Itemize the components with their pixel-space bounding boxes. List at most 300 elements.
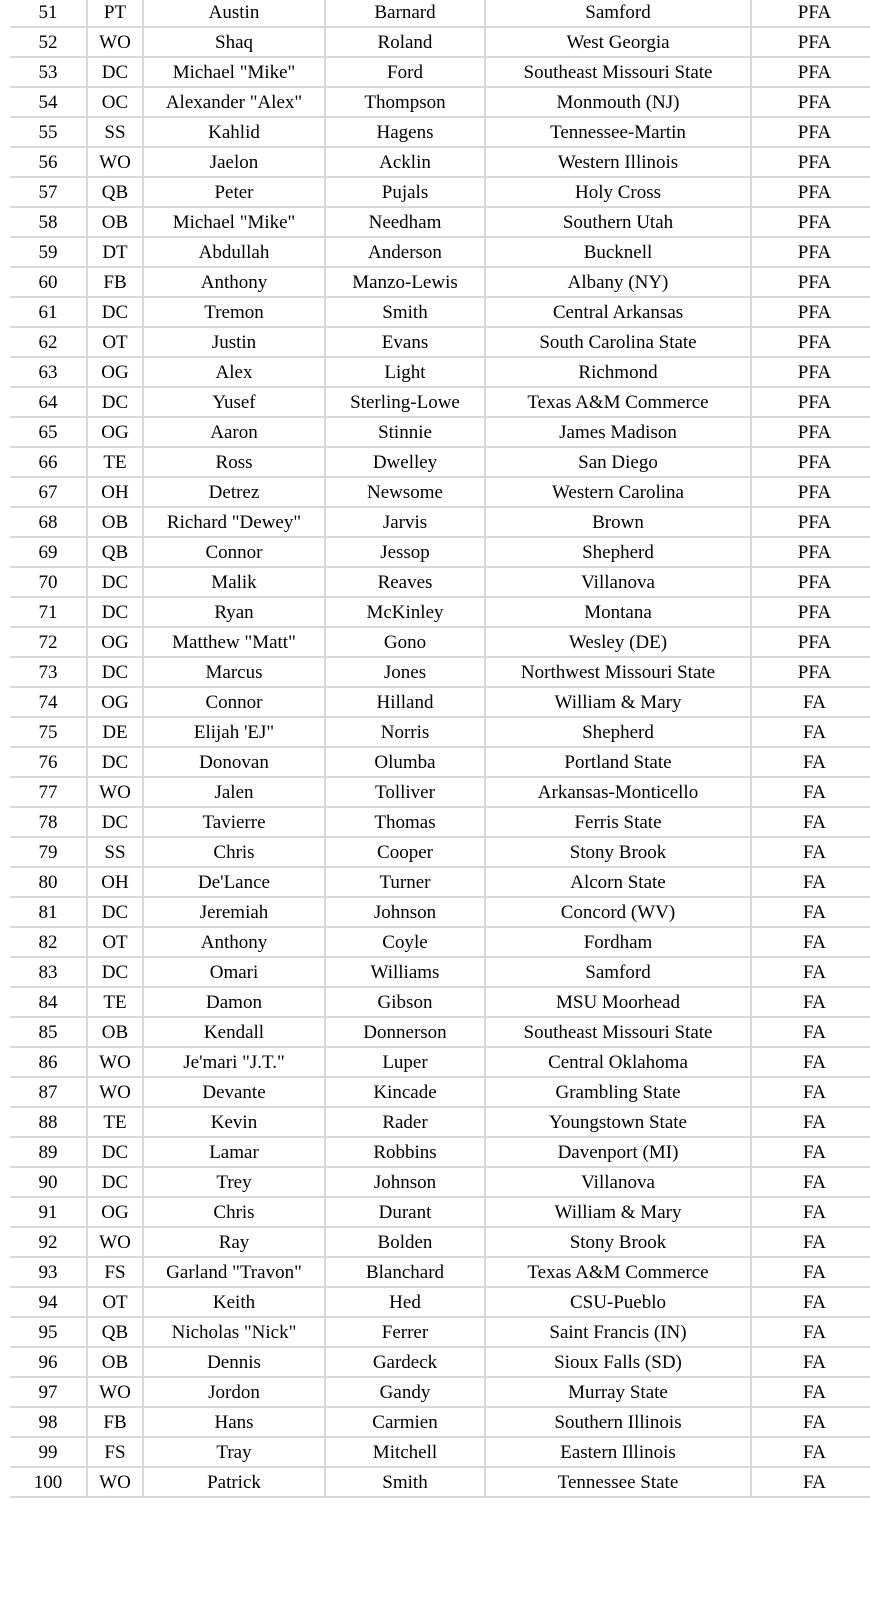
cell-number: 52 — [10, 27, 87, 57]
table-row — [10, 1407, 870, 1437]
cell-last-name: Hed — [325, 1287, 485, 1317]
cell-number: 74 — [10, 687, 87, 717]
cell-number: 86 — [10, 1047, 87, 1077]
cell-position: DC — [87, 387, 143, 417]
cell-number: 82 — [10, 927, 87, 957]
cell-first-name: Trey — [143, 1167, 325, 1197]
cell-number: 87 — [10, 1077, 87, 1107]
cell-status: FA — [751, 1197, 870, 1227]
cell-school: Youngstown State — [485, 1107, 751, 1137]
cell-last-name: McKinley — [325, 597, 485, 627]
cell-position: WO — [87, 27, 143, 57]
cell-first-name: Devante — [143, 1077, 325, 1107]
cell-position: OB — [87, 1017, 143, 1047]
cell-first-name: Malik — [143, 567, 325, 597]
cell-number: 70 — [10, 567, 87, 597]
cell-school: Albany (NY) — [485, 267, 751, 297]
cell-number: 97 — [10, 1377, 87, 1407]
cell-number: 85 — [10, 1017, 87, 1047]
cell-position: DC — [87, 807, 143, 837]
cell-status: FA — [751, 1107, 870, 1137]
cell-last-name: Tolliver — [325, 777, 485, 807]
cell-number: 67 — [10, 477, 87, 507]
cell-last-name: Johnson — [325, 1167, 485, 1197]
cell-number: 64 — [10, 387, 87, 417]
cell-last-name: Sterling-Lowe — [325, 387, 485, 417]
cell-number: 93 — [10, 1257, 87, 1287]
table-row — [10, 177, 870, 207]
cell-first-name: Jalen — [143, 777, 325, 807]
table-row — [10, 657, 870, 687]
cell-school: Western Illinois — [485, 147, 751, 177]
cell-last-name: Kincade — [325, 1077, 485, 1107]
cell-school: Montana — [485, 597, 751, 627]
table-row — [10, 1317, 870, 1347]
cell-status: FA — [751, 687, 870, 717]
cell-number: 51 — [10, 0, 87, 27]
cell-number: 98 — [10, 1407, 87, 1437]
cell-school: Shepherd — [485, 717, 751, 747]
cell-number: 90 — [10, 1167, 87, 1197]
table-row — [10, 237, 870, 267]
cell-last-name: Cooper — [325, 837, 485, 867]
cell-position: FB — [87, 1407, 143, 1437]
cell-school: Grambling State — [485, 1077, 751, 1107]
table-row — [10, 387, 870, 417]
cell-number: 71 — [10, 597, 87, 627]
cell-status: PFA — [751, 417, 870, 447]
table-row — [10, 1047, 870, 1077]
cell-school: Monmouth (NJ) — [485, 87, 751, 117]
cell-status: FA — [751, 777, 870, 807]
cell-first-name: Tray — [143, 1437, 325, 1467]
cell-first-name: Austin — [143, 0, 325, 27]
table-row — [10, 1227, 870, 1257]
cell-last-name: Anderson — [325, 237, 485, 267]
cell-last-name: Rader — [325, 1107, 485, 1137]
cell-first-name: Donovan — [143, 747, 325, 777]
cell-school: Stony Brook — [485, 1227, 751, 1257]
cell-position: OG — [87, 1197, 143, 1227]
cell-school: Tennessee-Martin — [485, 117, 751, 147]
table-row — [10, 57, 870, 87]
cell-last-name: Hilland — [325, 687, 485, 717]
cell-first-name: Michael "Mike" — [143, 207, 325, 237]
cell-position: OT — [87, 327, 143, 357]
cell-status: FA — [751, 807, 870, 837]
table-row — [10, 1137, 870, 1167]
cell-position: DC — [87, 657, 143, 687]
cell-school: Fordham — [485, 927, 751, 957]
cell-position: QB — [87, 1317, 143, 1347]
cell-position: WO — [87, 147, 143, 177]
table-row — [10, 1077, 870, 1107]
cell-status: PFA — [751, 177, 870, 207]
cell-number: 73 — [10, 657, 87, 687]
cell-first-name: Jordon — [143, 1377, 325, 1407]
cell-status: FA — [751, 1287, 870, 1317]
cell-position: SS — [87, 117, 143, 147]
cell-last-name: Johnson — [325, 897, 485, 927]
cell-status: PFA — [751, 237, 870, 267]
cell-first-name: Kevin — [143, 1107, 325, 1137]
cell-status: PFA — [751, 207, 870, 237]
cell-position: SS — [87, 837, 143, 867]
cell-school: Murray State — [485, 1377, 751, 1407]
cell-first-name: Omari — [143, 957, 325, 987]
cell-last-name: Jarvis — [325, 507, 485, 537]
table-row — [10, 597, 870, 627]
cell-status: PFA — [751, 117, 870, 147]
cell-last-name: Stinnie — [325, 417, 485, 447]
table-row — [10, 0, 870, 27]
cell-school: Shepherd — [485, 537, 751, 567]
cell-school: William & Mary — [485, 687, 751, 717]
cell-position: DC — [87, 597, 143, 627]
cell-status: FA — [751, 1077, 870, 1107]
cell-status: FA — [751, 927, 870, 957]
table-row — [10, 927, 870, 957]
cell-status: PFA — [751, 447, 870, 477]
cell-first-name: Tremon — [143, 297, 325, 327]
cell-position: FS — [87, 1437, 143, 1467]
cell-school: West Georgia — [485, 27, 751, 57]
cell-last-name: Jones — [325, 657, 485, 687]
cell-status: FA — [751, 957, 870, 987]
cell-status: FA — [751, 897, 870, 927]
cell-school: Arkansas-Monticello — [485, 777, 751, 807]
cell-position: TE — [87, 447, 143, 477]
cell-position: DC — [87, 1137, 143, 1167]
cell-first-name: Je'mari "J.T." — [143, 1047, 325, 1077]
cell-school: Richmond — [485, 357, 751, 387]
cell-number: 69 — [10, 537, 87, 567]
cell-last-name: Jessop — [325, 537, 485, 567]
cell-position: DC — [87, 297, 143, 327]
cell-status: FA — [751, 717, 870, 747]
cell-status: FA — [751, 747, 870, 777]
cell-position: DT — [87, 237, 143, 267]
cell-status: PFA — [751, 57, 870, 87]
cell-position: OB — [87, 207, 143, 237]
cell-last-name: Gibson — [325, 987, 485, 1017]
cell-status: FA — [751, 987, 870, 1017]
cell-status: PFA — [751, 507, 870, 537]
cell-first-name: Alexander "Alex" — [143, 87, 325, 117]
cell-school: Bucknell — [485, 237, 751, 267]
cell-first-name: Alex — [143, 357, 325, 387]
cell-status: FA — [751, 867, 870, 897]
cell-school: San Diego — [485, 447, 751, 477]
cell-last-name: Ford — [325, 57, 485, 87]
cell-number: 72 — [10, 627, 87, 657]
cell-position: DC — [87, 567, 143, 597]
cell-status: FA — [751, 1467, 870, 1497]
cell-first-name: Elijah 'EJ" — [143, 717, 325, 747]
table-row — [10, 117, 870, 147]
cell-status: PFA — [751, 627, 870, 657]
cell-position: DC — [87, 1167, 143, 1197]
cell-status: FA — [751, 1047, 870, 1077]
cell-school: Holy Cross — [485, 177, 751, 207]
cell-position: TE — [87, 987, 143, 1017]
table-row — [10, 207, 870, 237]
cell-position: DC — [87, 57, 143, 87]
cell-first-name: Matthew "Matt" — [143, 627, 325, 657]
cell-status: FA — [751, 1167, 870, 1197]
cell-status: PFA — [751, 27, 870, 57]
cell-first-name: Garland "Travon" — [143, 1257, 325, 1287]
table-row — [10, 1467, 870, 1497]
cell-first-name: Jaelon — [143, 147, 325, 177]
table-row — [10, 897, 870, 927]
cell-status: PFA — [751, 267, 870, 297]
cell-number: 66 — [10, 447, 87, 477]
cell-first-name: Aaron — [143, 417, 325, 447]
cell-first-name: Anthony — [143, 927, 325, 957]
cell-school: Southeast Missouri State — [485, 1017, 751, 1047]
cell-position: PT — [87, 0, 143, 27]
cell-last-name: Evans — [325, 327, 485, 357]
cell-number: 61 — [10, 297, 87, 327]
table-row — [10, 777, 870, 807]
cell-last-name: Smith — [325, 297, 485, 327]
cell-last-name: Olumba — [325, 747, 485, 777]
cell-last-name: Dwelley — [325, 447, 485, 477]
cell-number: 65 — [10, 417, 87, 447]
cell-first-name: Abdullah — [143, 237, 325, 267]
roster-table-body — [10, 0, 870, 1497]
cell-school: Concord (WV) — [485, 897, 751, 927]
cell-number: 75 — [10, 717, 87, 747]
cell-status: PFA — [751, 357, 870, 387]
cell-number: 81 — [10, 897, 87, 927]
table-row — [10, 447, 870, 477]
cell-status: PFA — [751, 657, 870, 687]
cell-first-name: Kendall — [143, 1017, 325, 1047]
table-row — [10, 1377, 870, 1407]
cell-last-name: Mitchell — [325, 1437, 485, 1467]
cell-status: PFA — [751, 297, 870, 327]
cell-last-name: Carmien — [325, 1407, 485, 1437]
cell-number: 83 — [10, 957, 87, 987]
table-row — [10, 1197, 870, 1227]
table-row — [10, 267, 870, 297]
cell-position: QB — [87, 537, 143, 567]
table-row — [10, 1017, 870, 1047]
cell-last-name: Reaves — [325, 567, 485, 597]
cell-first-name: Richard "Dewey" — [143, 507, 325, 537]
cell-status: FA — [751, 1377, 870, 1407]
cell-first-name: Connor — [143, 537, 325, 567]
cell-last-name: Smith — [325, 1467, 485, 1497]
cell-status: FA — [751, 1227, 870, 1257]
table-row — [10, 807, 870, 837]
table-row — [10, 297, 870, 327]
cell-school: Central Oklahoma — [485, 1047, 751, 1077]
cell-number: 78 — [10, 807, 87, 837]
cell-first-name: Patrick — [143, 1467, 325, 1497]
cell-status: PFA — [751, 597, 870, 627]
table-row — [10, 1437, 870, 1467]
cell-school: Davenport (MI) — [485, 1137, 751, 1167]
cell-position: DC — [87, 747, 143, 777]
cell-first-name: Ray — [143, 1227, 325, 1257]
cell-school: Eastern Illinois — [485, 1437, 751, 1467]
table-row — [10, 1167, 870, 1197]
cell-last-name: Blanchard — [325, 1257, 485, 1287]
cell-first-name: Nicholas "Nick" — [143, 1317, 325, 1347]
cell-status: PFA — [751, 567, 870, 597]
cell-position: FB — [87, 267, 143, 297]
cell-position: WO — [87, 1047, 143, 1077]
cell-first-name: De'Lance — [143, 867, 325, 897]
cell-position: TE — [87, 1107, 143, 1137]
cell-last-name: Ferrer — [325, 1317, 485, 1347]
cell-last-name: Durant — [325, 1197, 485, 1227]
table-row — [10, 987, 870, 1017]
cell-status: FA — [751, 1437, 870, 1467]
cell-first-name: Lamar — [143, 1137, 325, 1167]
cell-number: 89 — [10, 1137, 87, 1167]
cell-status: PFA — [751, 87, 870, 117]
cell-status: FA — [751, 837, 870, 867]
cell-position: WO — [87, 777, 143, 807]
cell-status: PFA — [751, 537, 870, 567]
cell-first-name: Jeremiah — [143, 897, 325, 927]
cell-status: PFA — [751, 147, 870, 177]
cell-position: OH — [87, 477, 143, 507]
cell-first-name: Justin — [143, 327, 325, 357]
table-row — [10, 627, 870, 657]
cell-number: 57 — [10, 177, 87, 207]
cell-position: FS — [87, 1257, 143, 1287]
cell-number: 53 — [10, 57, 87, 87]
cell-position: OH — [87, 867, 143, 897]
cell-first-name: Yusef — [143, 387, 325, 417]
table-row — [10, 537, 870, 567]
table-row — [10, 1257, 870, 1287]
table-row — [10, 957, 870, 987]
cell-last-name: Gandy — [325, 1377, 485, 1407]
table-row — [10, 27, 870, 57]
cell-school: Texas A&M Commerce — [485, 1257, 751, 1287]
cell-last-name: Donnerson — [325, 1017, 485, 1047]
table-row — [10, 747, 870, 777]
cell-number: 99 — [10, 1437, 87, 1467]
cell-number: 68 — [10, 507, 87, 537]
cell-number: 63 — [10, 357, 87, 387]
roster-table-container — [10, 0, 843, 1498]
cell-last-name: Luper — [325, 1047, 485, 1077]
cell-school: South Carolina State — [485, 327, 751, 357]
cell-school: Northwest Missouri State — [485, 657, 751, 687]
cell-last-name: Turner — [325, 867, 485, 897]
cell-school: Wesley (DE) — [485, 627, 751, 657]
cell-number: 54 — [10, 87, 87, 117]
cell-school: Alcorn State — [485, 867, 751, 897]
cell-number: 56 — [10, 147, 87, 177]
cell-number: 94 — [10, 1287, 87, 1317]
cell-first-name: Anthony — [143, 267, 325, 297]
cell-school: Tennessee State — [485, 1467, 751, 1497]
cell-school: Villanova — [485, 567, 751, 597]
roster-table — [10, 0, 870, 1498]
cell-school: Texas A&M Commerce — [485, 387, 751, 417]
cell-last-name: Roland — [325, 27, 485, 57]
table-row — [10, 477, 870, 507]
cell-last-name: Hagens — [325, 117, 485, 147]
cell-number: 91 — [10, 1197, 87, 1227]
cell-first-name: Kahlid — [143, 117, 325, 147]
cell-school: Southern Utah — [485, 207, 751, 237]
cell-first-name: Michael "Mike" — [143, 57, 325, 87]
cell-first-name: Ross — [143, 447, 325, 477]
cell-first-name: Detrez — [143, 477, 325, 507]
cell-first-name: Chris — [143, 837, 325, 867]
cell-last-name: Gardeck — [325, 1347, 485, 1377]
cell-position: OG — [87, 687, 143, 717]
cell-last-name: Norris — [325, 717, 485, 747]
cell-number: 92 — [10, 1227, 87, 1257]
cell-school: Brown — [485, 507, 751, 537]
cell-number: 88 — [10, 1107, 87, 1137]
table-row — [10, 1107, 870, 1137]
cell-position: DE — [87, 717, 143, 747]
cell-number: 100 — [10, 1467, 87, 1497]
cell-status: PFA — [751, 327, 870, 357]
cell-first-name: Shaq — [143, 27, 325, 57]
cell-number: 79 — [10, 837, 87, 867]
table-row — [10, 357, 870, 387]
cell-position: OB — [87, 1347, 143, 1377]
cell-number: 96 — [10, 1347, 87, 1377]
cell-last-name: Needham — [325, 207, 485, 237]
cell-position: OT — [87, 1287, 143, 1317]
cell-status: PFA — [751, 387, 870, 417]
cell-last-name: Barnard — [325, 0, 485, 27]
cell-last-name: Thomas — [325, 807, 485, 837]
cell-position: DC — [87, 957, 143, 987]
cell-school: James Madison — [485, 417, 751, 447]
cell-status: FA — [751, 1407, 870, 1437]
cell-number: 95 — [10, 1317, 87, 1347]
cell-first-name: Dennis — [143, 1347, 325, 1377]
cell-first-name: Peter — [143, 177, 325, 207]
cell-school: CSU-Pueblo — [485, 1287, 751, 1317]
cell-number: 84 — [10, 987, 87, 1017]
cell-school: Samford — [485, 0, 751, 27]
cell-first-name: Tavierre — [143, 807, 325, 837]
cell-last-name: Williams — [325, 957, 485, 987]
table-row — [10, 147, 870, 177]
cell-last-name: Light — [325, 357, 485, 387]
cell-school: Sioux Falls (SD) — [485, 1347, 751, 1377]
cell-first-name: Connor — [143, 687, 325, 717]
cell-position: QB — [87, 177, 143, 207]
cell-number: 55 — [10, 117, 87, 147]
cell-number: 60 — [10, 267, 87, 297]
cell-last-name: Manzo-Lewis — [325, 267, 485, 297]
cell-last-name: Acklin — [325, 147, 485, 177]
table-row — [10, 867, 870, 897]
table-row — [10, 327, 870, 357]
cell-last-name: Coyle — [325, 927, 485, 957]
cell-school: Central Arkansas — [485, 297, 751, 327]
cell-status: FA — [751, 1317, 870, 1347]
cell-status: FA — [751, 1347, 870, 1377]
table-row — [10, 717, 870, 747]
